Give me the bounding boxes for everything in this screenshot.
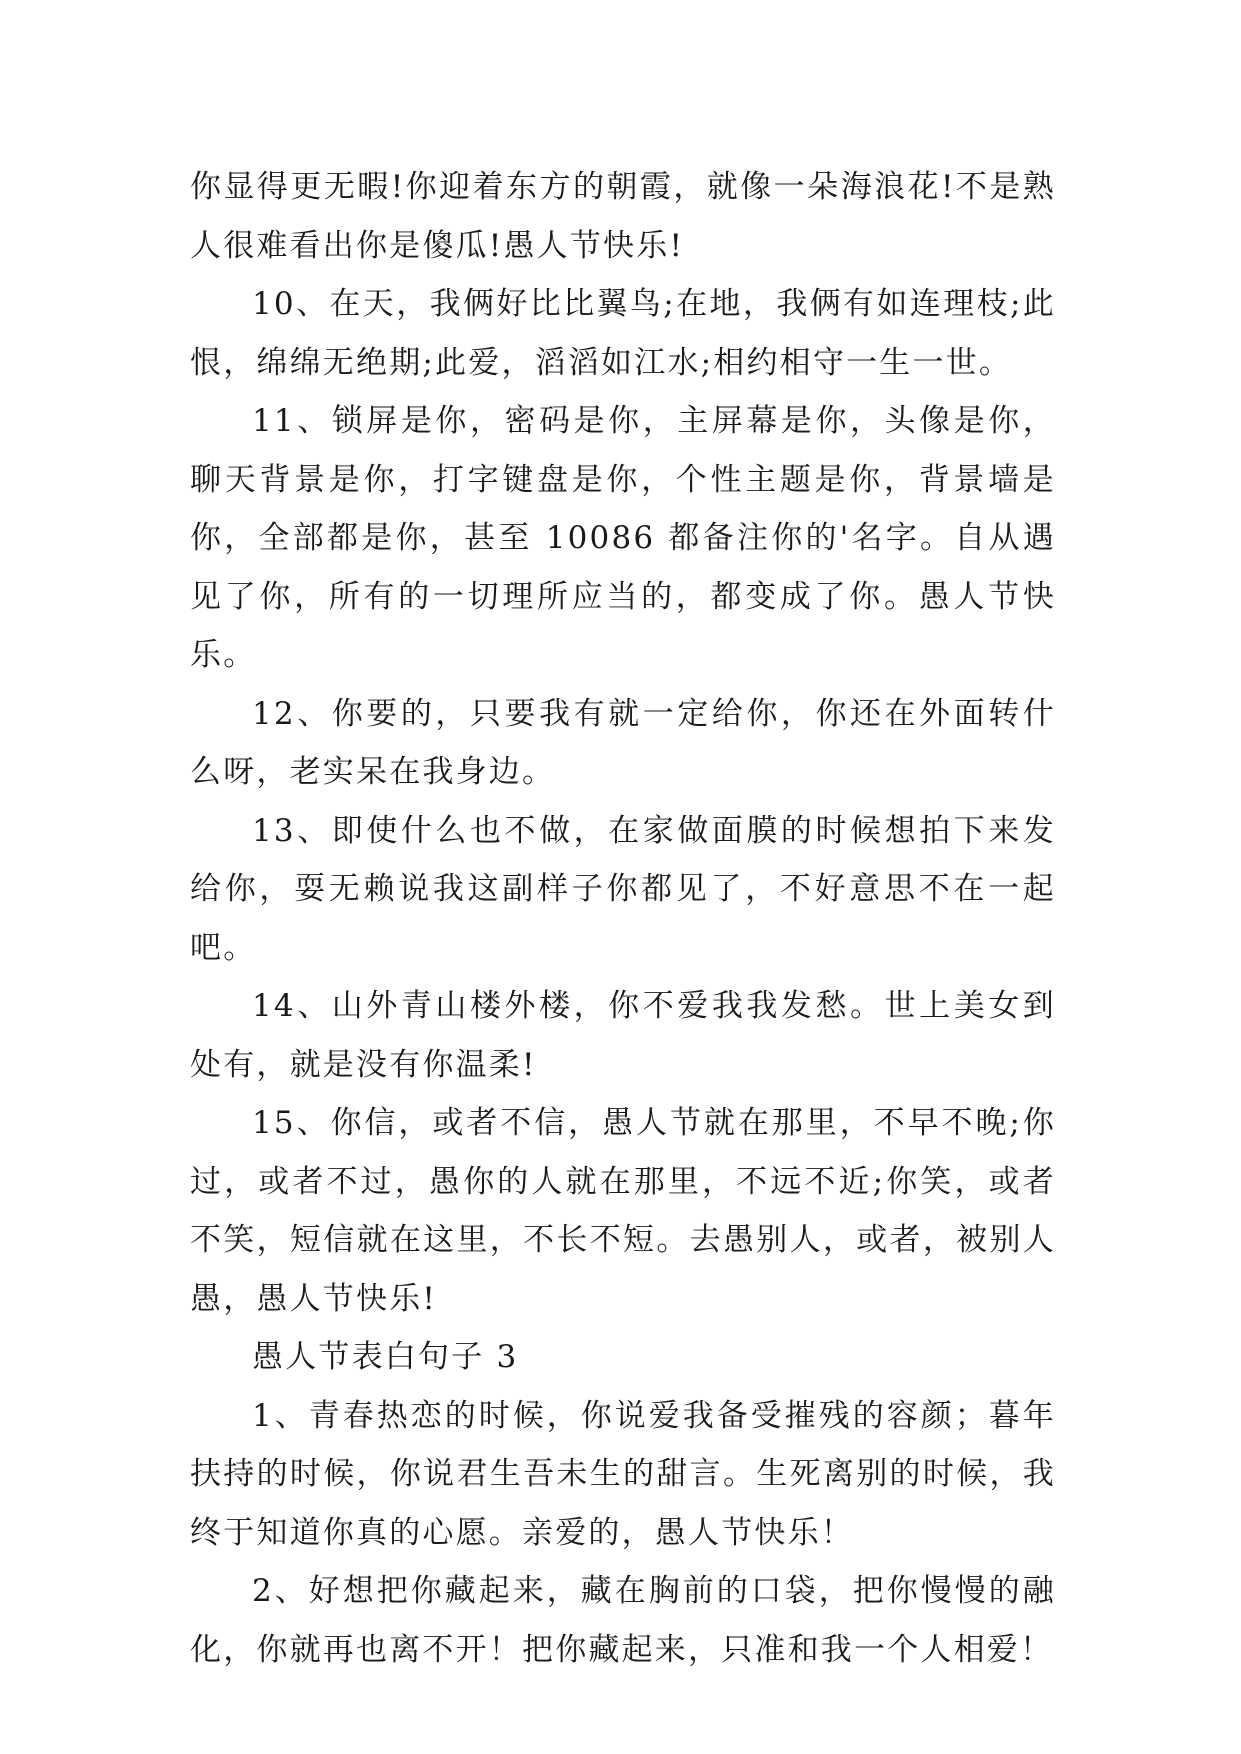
paragraph-continuation: 你显得更无暇!你迎着东方的朝霞，就像一朵海浪花!不是熟人很难看出你是傻瓜!愚人节快乐!: [190, 169, 1056, 264]
paragraph-item-15: 15、你信，或者不信，愚人节就在那里，不早不晚;你过，或者不过，愚你的人就在那里，不远不近;你笑，或者不笑，短信就在这里，不长不短。去愚别人，或者，被别人愚，愚人节快乐!: [190, 1105, 1056, 1317]
paragraph-item-12: 12、你要的，只要我有就一定给你，你还在外面转什么呀，老实呆在我身边。: [190, 695, 1056, 790]
section-heading: 愚人节表白句子 3: [252, 1339, 519, 1375]
paragraph-item-1: 1、青春热恋的时候，你说爱我备受摧残的容颜；暮年扶持的时候，你说君生吾未生的甜言。生死离别的时候，我终于知道你真的心愿。亲爱的，愚人节快乐！: [190, 1397, 1056, 1551]
paragraph-item-14: 14、山外青山楼外楼，你不爱我我发愁。世上美女到处有，就是没有你温柔!: [190, 988, 1056, 1083]
paragraph-item-2: 2、好想把你藏起来，藏在胸前的口袋，把你慢慢的融化，你就再也离不开！把你藏起来，只准和我一个人相爱！: [190, 1573, 1056, 1668]
document-body: [190, 158, 1056, 1679]
paragraph-item-10: 10、在天，我俩好比比翼鸟;在地，我俩有如连理枝;此恨，绵绵无绝期;此爱，滔滔如江水;相约相守一生一世。: [190, 286, 1056, 381]
paragraph-item-11: 11、锁屏是你，密码是你，主屏幕是你，头像是你，聊天背景是你，打字键盘是你，个性主题是你，背景墙是你，全部都是你，甚至 10086 都备注你的'名字。自从遇见了你，所有的一切理所应当的，都变成了你。愚人节快乐。: [190, 403, 1056, 673]
paragraph-item-13: 13、即使什么也不做，在家做面膜的时候想拍下来发给你，耍无赖说我这副样子你都见了，不好意思不在一起吧。: [190, 812, 1056, 966]
